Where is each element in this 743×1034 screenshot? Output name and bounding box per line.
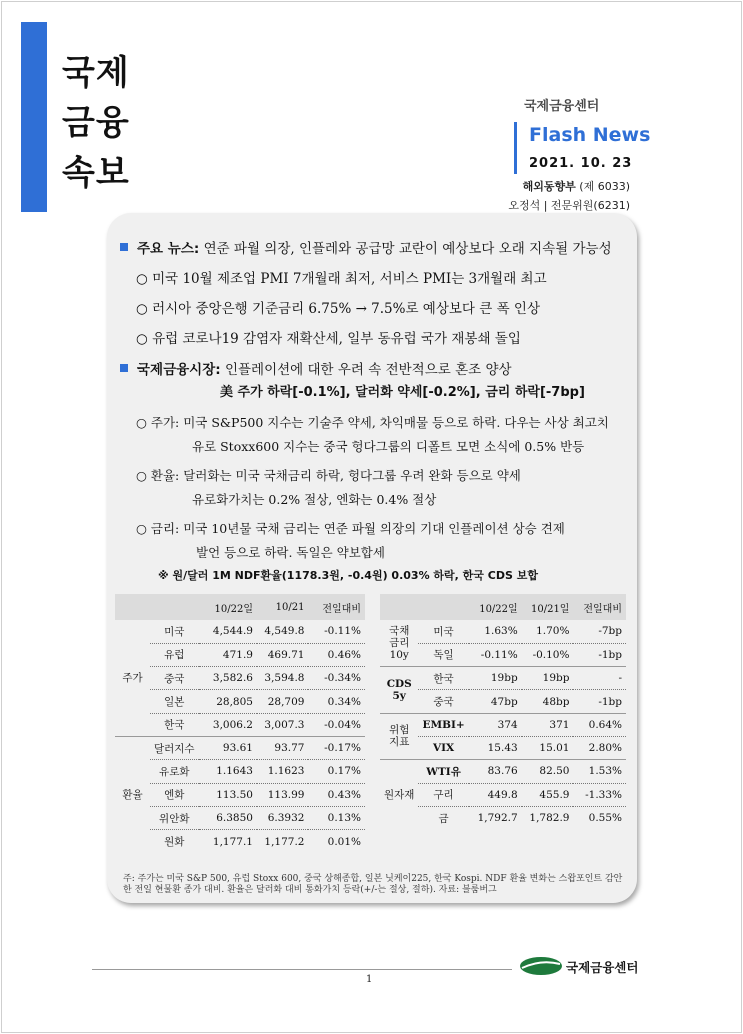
row-label: 미국 <box>418 620 468 643</box>
value-cell: 449.8 <box>469 783 522 806</box>
value-cell: 3,594.8 <box>257 667 308 690</box>
row-label: VIX <box>418 736 468 759</box>
value-cell: 1.70% <box>522 620 574 643</box>
header-cell: 10/22일 <box>199 594 257 620</box>
change-cell: 0.13% <box>308 806 365 829</box>
org-name: 국제금융센터 <box>524 99 600 114</box>
value-cell: -0.10% <box>522 643 574 666</box>
value-cell: 113.50 <box>199 783 257 806</box>
value-cell: 6.3932 <box>257 806 308 829</box>
footer-divider <box>92 969 512 970</box>
value-cell: 1.63% <box>469 620 522 643</box>
table-row <box>115 620 365 643</box>
page-number: 1 <box>366 974 373 985</box>
issue-date: 2021. 10. 23 <box>529 156 633 171</box>
table-row <box>115 783 365 806</box>
value-cell: 48bp <box>522 690 574 713</box>
table-row <box>380 713 626 736</box>
change-cell: 0.01% <box>327 835 361 848</box>
value-cell: 471.9 <box>199 643 257 666</box>
header-cell: 전일대비 <box>573 594 626 620</box>
market-item-3-line2: 발언 등으로 하락. 독일은 약보합세 <box>196 545 385 560</box>
market-item-3-line1: ○ 금리: 미국 10년물 국채 금리는 연준 파월 의장의 기대 인플레이션 상승 견제 <box>136 521 565 536</box>
row-label: EMBI+ <box>418 713 468 736</box>
value-cell: 19bp <box>469 667 522 690</box>
news-heading <box>120 240 612 258</box>
value-cell: 3,006.2 <box>199 713 257 736</box>
row-label: 구리 <box>418 783 468 806</box>
group-label: 환율 <box>122 788 143 801</box>
table-row <box>380 620 626 643</box>
value-cell: 1.1623 <box>257 760 308 783</box>
value-cell: 1,177.2 <box>264 835 305 848</box>
change-cell: -1.33% <box>573 783 626 806</box>
change-cell: -0.17% <box>308 736 365 759</box>
square-bullet-icon <box>120 243 128 251</box>
author: 오정석 | 전문위원(6231) <box>508 199 630 212</box>
value-cell: 455.9 <box>522 783 574 806</box>
change-cell: 1.53% <box>573 760 626 783</box>
change-cell: 0.34% <box>308 690 365 713</box>
row-label: WTI유 <box>418 760 468 783</box>
change-cell: -0.34% <box>308 667 365 690</box>
value-cell: 82.50 <box>522 760 574 783</box>
value-cell: 374 <box>469 713 522 736</box>
change-cell: -0.11% <box>308 620 365 643</box>
news-item-3: ○ 유럽 코로나19 감염자 재확산세, 일부 동유럽 국가 재봉쇄 돌입 <box>136 331 521 347</box>
market-summary: 美 주가 하락[-0.1%], 달러화 약세[-0.2%], 금리 하락[-7bp] <box>220 385 585 400</box>
accent-bar <box>21 22 47 212</box>
row-label: 중국 <box>418 690 468 713</box>
group-label-line: 원자재 <box>384 788 415 801</box>
value-cell: 1.1643 <box>199 760 257 783</box>
header-cell <box>380 594 418 620</box>
value-cell: 83.76 <box>469 760 522 783</box>
ndf-note: ※ 원/달러 1M NDF환율(1178.3원, -0.4원) 0.03% 하락, 한국 CDS 보합 <box>158 569 538 582</box>
row-label: 한국 <box>418 667 468 690</box>
table-row <box>380 760 626 783</box>
value-cell: 15.01 <box>522 736 574 759</box>
value-cell: 93.61 <box>199 736 257 759</box>
change-cell: 0.64% <box>573 713 626 736</box>
value-cell: 3,582.6 <box>199 667 257 690</box>
row-label: 미국 <box>150 620 199 643</box>
group-label <box>380 760 418 830</box>
change-cell: - <box>573 667 626 690</box>
table-row <box>380 667 626 690</box>
header-cell: 10/21 <box>257 594 308 620</box>
dept-ext: (제 6033) <box>579 180 630 193</box>
row-label: 독일 <box>418 643 468 666</box>
change-cell: -1bp <box>573 643 626 666</box>
table-row <box>115 713 365 736</box>
value-cell: -0.11% <box>469 643 522 666</box>
value-cell: 371 <box>522 713 574 736</box>
value-cell: 469.71 <box>257 643 308 666</box>
brand-block <box>514 95 664 174</box>
change-cell: 0.17% <box>308 760 365 783</box>
value-cell: 4,549.8 <box>257 620 308 643</box>
dept-name: 해외동향부 <box>522 180 576 193</box>
market-item-2-line1: ○ 환율: 달러화는 미국 국채금리 하락, 헝다그룹 우려 완화 등으로 약세 <box>136 468 521 483</box>
value-cell: 93.77 <box>257 736 308 759</box>
value-cell: 47bp <box>469 690 522 713</box>
value-cell: 15.43 <box>469 736 522 759</box>
header-cell <box>150 594 199 620</box>
value-cell: 28,805 <box>199 690 257 713</box>
change-cell: -7bp <box>573 620 626 643</box>
group-label-line: 지표 <box>389 736 410 749</box>
table-row <box>115 830 365 853</box>
value-cell: 28,709 <box>257 690 308 713</box>
value-cell: 1,792.7 <box>477 812 518 825</box>
row-label: 일본 <box>150 690 199 713</box>
header-cell <box>115 594 150 620</box>
table-row <box>115 760 365 783</box>
group-label <box>380 620 418 667</box>
row-label: 유럽 <box>150 643 199 666</box>
value-cell: 1,782.9 <box>529 812 570 825</box>
header-cell: 10/22일 <box>469 594 522 620</box>
market-item-2-line2: 유로화가치는 0.2% 절상, 엔화는 0.4% 절상 <box>192 492 437 507</box>
value-cell: 19bp <box>522 667 574 690</box>
change-cell: -1bp <box>573 690 626 713</box>
page-title <box>62 48 130 198</box>
title-line-3: 속보 <box>62 153 130 193</box>
group-label-line: 10y <box>389 649 409 662</box>
group-label-line: 5y <box>392 689 406 702</box>
department-info <box>480 177 630 215</box>
group-label <box>380 667 418 714</box>
row-label: 엔화 <box>150 783 199 806</box>
change-cell: 0.43% <box>308 783 365 806</box>
row-label: 한국 <box>150 713 199 736</box>
group-label: 주가 <box>115 620 150 736</box>
change-cell: 2.80% <box>573 736 626 759</box>
header-cell: 전일대비 <box>308 594 365 620</box>
table-row <box>115 690 365 713</box>
title-line-1: 국제 <box>62 53 130 93</box>
row-label: 위안화 <box>150 806 199 829</box>
news-item-2: ○ 러시아 중앙은행 기준금리 6.75% → 7.5%로 예상보다 큰 폭 인상 <box>136 301 541 317</box>
market-item-1-line2: 유로 Stoxx600 지수는 중국 헝다그룹의 디폴트 모면 소식에 0.5% 반등 <box>192 439 585 454</box>
flash-news-box <box>514 122 664 174</box>
value-cell: 113.99 <box>257 783 308 806</box>
market-item-1-line1: ○ 주가: 미국 S&P500 지수는 기술주 약세, 차익매물 등으로 하락. 다우는 사상 최고치 <box>136 415 609 430</box>
market-table-right <box>380 594 626 830</box>
table-row <box>115 806 365 829</box>
product-name: Flash News <box>529 124 651 146</box>
market-table-left <box>115 594 365 853</box>
value-cell: 1,177.1 <box>212 835 253 848</box>
news-heading-text: 연준 파월 의장, 인플레와 공급망 교란이 예상보다 오래 지속될 가능성 <box>203 241 612 257</box>
table-footnote: 주: 주가는 미국 S&P 500, 유럽 Stoxx 600, 중국 상해종합, 일본 닛케이225, 한국 Kospi. NDF 환율 변화는 스왑포인트 감안한 전일 현물환 종가 대비. 환율은 달러화 대비 통화가치 등락(+/-는 절상, 절하). 자료: 블룸버그 <box>123 874 623 895</box>
group-label-line: CDS <box>386 677 412 690</box>
table-row <box>115 643 365 666</box>
news-heading-key: 주요 뉴스: <box>137 241 200 257</box>
value-cell: 3,007.3 <box>257 713 308 736</box>
title-line-2: 금융 <box>62 103 130 143</box>
change-cell: 0.46% <box>308 643 365 666</box>
footer-org-name: 국제금융센터 <box>566 960 639 975</box>
group-label-line: 금리 <box>389 637 410 650</box>
row-label: 원화 <box>164 836 185 849</box>
header-cell: 10/21일 <box>522 594 574 620</box>
market-heading-text: 인플레이션에 대한 우려 속 전반적으로 혼조 양상 <box>224 362 512 378</box>
row-label: 유로화 <box>150 760 199 783</box>
group-label-line: 국채 <box>389 625 410 638</box>
news-item-1: ○ 미국 10월 제조업 PMI 7개월래 최저, 서비스 PMI는 3개월래 최고 <box>136 271 547 287</box>
change-cell: 0.55% <box>588 812 622 825</box>
square-bullet-icon <box>120 364 128 372</box>
market-heading <box>120 361 512 379</box>
row-label: 금 <box>438 812 449 825</box>
table-row <box>115 736 365 759</box>
value-cell: 4,544.9 <box>199 620 257 643</box>
group-label <box>380 713 418 760</box>
group-label-line: 위험 <box>389 724 410 737</box>
header-cell <box>418 594 468 620</box>
change-cell: -0.04% <box>308 713 365 736</box>
table-header-row <box>380 594 626 620</box>
table-header-row <box>115 594 365 620</box>
kcif-logo-icon <box>518 955 564 977</box>
row-label: 중국 <box>150 667 199 690</box>
table-row <box>115 667 365 690</box>
row-label: 달러지수 <box>150 736 199 759</box>
value-cell: 6.3850 <box>199 806 257 829</box>
market-heading-key: 국제금융시장: <box>137 362 221 378</box>
